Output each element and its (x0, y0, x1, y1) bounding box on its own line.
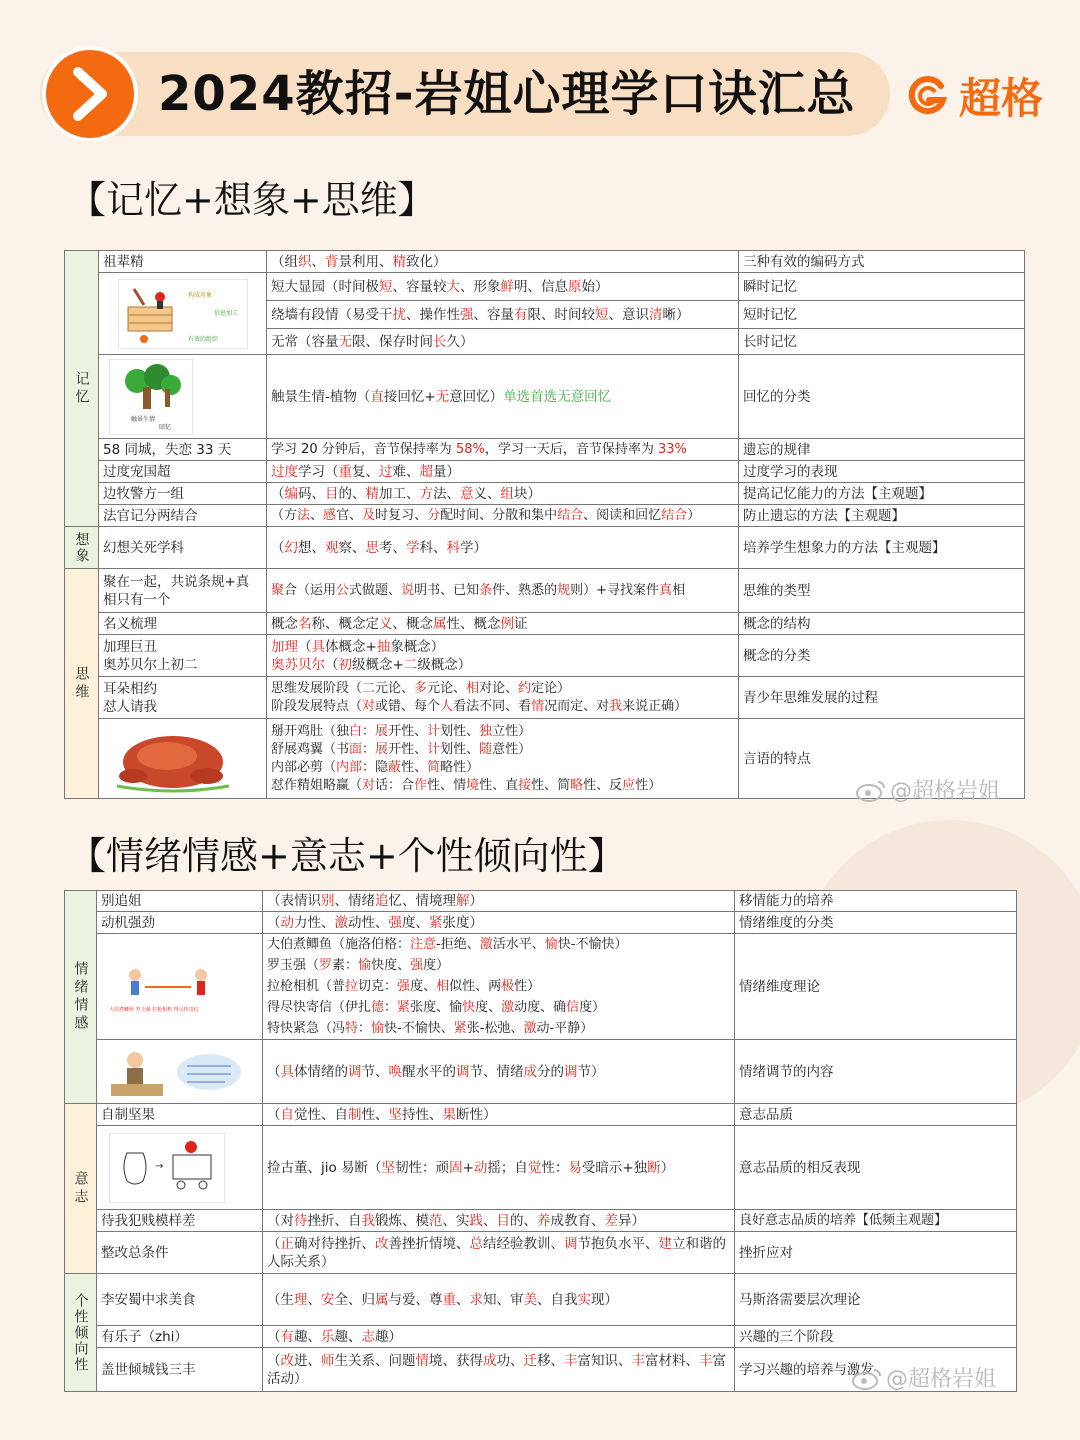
topic: 挫折应对 (735, 1232, 1017, 1274)
mnemonic: 耳朵相约 (103, 680, 157, 697)
brand-logo (905, 66, 1043, 126)
emotion-dimension-illustration (105, 957, 245, 1017)
content: 触景生情-植物（直接回忆+无意回忆）单选首选无意回忆 (267, 355, 739, 439)
memory-wall-illustration (118, 279, 248, 349)
content: 过度学习（重复、过难、超量） (267, 461, 739, 483)
section-title-emotion: 【情绪情感+意志+个性倾向性】 (68, 834, 626, 878)
content: （幻想、观察、思考、学科、科学） (267, 527, 739, 569)
category-imagination: 想象 (65, 527, 99, 569)
mnemonic: 过度宠国超 (99, 461, 267, 483)
svg-text:→: → (155, 1160, 164, 1172)
content: （正确对待挫折、改善挫折情境、总结经验教训、调节抱负水平、建立和谐的人际关系） (263, 1232, 735, 1274)
content: 加理（具体概念+抽象概念） 奥苏贝尔（初级概念+二级概念） (267, 635, 739, 677)
topic: 兴趣的三个阶段 (735, 1326, 1017, 1348)
topic: 马斯洛需要层次理论 (735, 1274, 1017, 1326)
svg-text:有效的组织: 有效的组织 (187, 335, 218, 343)
svg-text:信息加工: 信息加工 (213, 309, 238, 317)
content: （对待挫折、自我锻炼、模范、实践、目的、养成教育、差异） (263, 1210, 735, 1232)
antique-shopping-illustration (109, 1133, 225, 1203)
topic: 学习兴趣的培养与激发 (735, 1348, 1017, 1392)
mnemonic: 有乐子（zhi） (97, 1326, 263, 1348)
watermark-text: @超格岩姐 (890, 779, 1001, 804)
topic: 概念的结构 (739, 613, 1025, 635)
content: 思维发展阶段（二元论、多元论、相对论、约定论） 阶段发展特点（对或错、每个人看法不同、看情况而定、对我来说正确） (267, 677, 739, 719)
category-personality: 个性倾向性 (65, 1274, 97, 1392)
content: （生理、安全、归属与爱、尊重、求知、审美、自我实现） (263, 1274, 735, 1326)
content: 掰开鸡肚（独白：展开性、计划性、独立性） 舒展鸡翼（书面：展开性、计划性、随意性） 内部必剪（内部：隐蔽性、简略性） 怼作精姐略赢（对话：合作性、情境性、直接性、简略性、反应性） (267, 719, 739, 799)
watermark-text: @超格岩姐 (886, 1367, 997, 1392)
memory-imagination-thinking-table (64, 250, 1025, 799)
content: 聚合（运用公式做题、说明书、已知条件、熟悉的规则）+寻找案件真相 (267, 569, 739, 613)
content: （编码、目的、精加工、方法、意义、组块） (267, 483, 739, 505)
svg-text:构成对象: 构成对象 (187, 291, 212, 299)
topic: 良好意志品质的培养【低频主观题】 (735, 1210, 1017, 1232)
topic: 过度学习的表现 (739, 461, 1025, 483)
brand-name: 超格 (959, 74, 1044, 123)
watermark (856, 774, 1000, 805)
category-thinking: 思维 (65, 569, 99, 799)
topic: 意志品质的相反表现 (735, 1126, 1017, 1210)
topic: 回忆的分类 (739, 355, 1025, 439)
illustration-cell (97, 1040, 263, 1104)
content: 绕墙有段情（易受干扰、操作性强、容量有限、时间较短、意识清晰） (267, 301, 739, 329)
svg-text:触景生情: 触景生情 (131, 415, 156, 423)
illustration-cell (99, 719, 267, 799)
content: （有趣、乐趣、志趣） (263, 1326, 735, 1348)
mnemonic: 怼人请我 (103, 698, 157, 715)
svg-text:回忆: 回忆 (159, 423, 172, 431)
topic: 思维的类型 (739, 569, 1025, 613)
illustration-cell (99, 355, 267, 439)
content: （动力性、激动性、强度、紧张度） (263, 912, 735, 934)
roast-chicken-illustration (107, 724, 239, 794)
mnemonic: 58 同城，失恋 33 天 (99, 439, 267, 461)
illustration-cell (99, 273, 267, 355)
category-will: 意志 (65, 1104, 97, 1274)
mnemonic: 聚在一起，共说条规+真相只有一个 (99, 569, 267, 613)
content: 大伯煮鲫鱼（施洛伯格：注意-拒绝、激活水平、愉快-不愉快） 罗玉强（罗素：愉快度、强度） 拉枪相机（普拉切克：强度、相似性、两极性） 得尽快寄信（伊扎德：紧张度、愉快度、激动度、确信度） 特快紧急（冯特：愉快-不愉快、紧张-松弛、激动-平静） (263, 934, 735, 1040)
topic: 提高记忆能力的方法【主观题】 (739, 483, 1025, 505)
content: （组织、背景利用、精致化） (267, 251, 739, 273)
content: 概念名称、概念定义、概念属性、概念例证 (267, 613, 739, 635)
content: 学习 20 分钟后，音节保持率为 58%，学习一天后，音节保持率为 33% (267, 439, 739, 461)
content: 捡古董、jio 易断（坚韧性：顽固+动摇；自觉性：易受暗示+独断） (263, 1126, 735, 1210)
topic: 意志品质 (735, 1104, 1017, 1126)
category-emotion: 情绪情感 (65, 891, 97, 1104)
svg-text:大伯煮鲫鱼 罗玉强 拉枪相机 得尽快寄信: 大伯煮鲫鱼 罗玉强 拉枪相机 得尽快寄信 (109, 1006, 199, 1013)
topic: 概念的分类 (739, 635, 1025, 677)
mnemonic: 别追姐 (97, 891, 263, 912)
mnemonic: 名义梳理 (99, 613, 267, 635)
chevron-right-icon (70, 66, 110, 122)
content: （改进、师生关系、问题情境、获得成功、迁移、丰富知识、丰富材料、丰富活动） (263, 1348, 735, 1392)
content: 短大显园（时间极短、容量较大、形象鲜明、信息原始） (267, 273, 739, 301)
illustration-cell (97, 934, 263, 1040)
topic: 三种有效的编码方式 (739, 251, 1025, 273)
page-title: 2024教招-岩姐心理学口诀汇总 (158, 66, 856, 122)
mnemonic-pair (99, 677, 267, 719)
tree-illustration (109, 359, 193, 435)
topic: 培养学生想象力的方法【主观题】 (739, 527, 1025, 569)
topic: 瞬时记忆 (739, 273, 1025, 301)
topic: 遗忘的规律 (739, 439, 1025, 461)
mnemonic: 自制坚果 (97, 1104, 263, 1126)
category-memory: 记忆 (65, 251, 99, 527)
topic: 防止遗忘的方法【主观题】 (739, 505, 1025, 527)
mnemonic: 边牧警方一组 (99, 483, 267, 505)
mnemonic: 动机强劲 (97, 912, 263, 934)
mnemonic: 加理巨丑 (103, 638, 157, 655)
watermark (852, 1362, 996, 1393)
topic: 青少年思维发展的过程 (739, 677, 1025, 719)
topic: 情绪调节的内容 (735, 1040, 1017, 1104)
weibo-icon (852, 1366, 882, 1390)
section-title-memory: 【记忆+想象+思维】 (68, 178, 436, 222)
topic: 言语的特点 (739, 719, 1025, 799)
topic: 情绪维度的分类 (735, 912, 1017, 934)
mnemonic: 整改总条件 (97, 1232, 263, 1274)
weibo-icon (856, 778, 886, 802)
emotion-will-personality-table (64, 890, 1017, 1392)
mnemonic: 法官记分两结合 (99, 505, 267, 527)
mnemonic: 待我犯贱模样差 (97, 1210, 263, 1232)
mnemonic-pair (99, 635, 267, 677)
mnemonic: 祖辈精 (99, 251, 267, 273)
mnemonic: 奥苏贝尔上初二 (103, 656, 198, 673)
content: （方法、感官、及时复习、分配时间、分散和集中结合、阅读和回忆结合） (267, 505, 739, 527)
topic: 长时记忆 (739, 329, 1025, 355)
content: （具体情绪的调节、唤醒水平的调节、情绪成分的调节） (263, 1040, 735, 1104)
topic: 短时记忆 (739, 301, 1025, 329)
content: （表情识别、情绪追忆、情境理解） (263, 891, 735, 912)
emotion-regulation-illustration (105, 1044, 245, 1100)
arrow-badge (42, 46, 138, 142)
illustration-cell (97, 1126, 263, 1210)
content: 无常（容量无限、保存时间长久） (267, 329, 739, 355)
content: （自觉性、自制性、坚持性、果断性） (263, 1104, 735, 1126)
topic: 情绪维度理论 (735, 934, 1017, 1040)
brand-logo-icon (905, 74, 949, 118)
mnemonic: 李安蜀中求美食 (97, 1274, 263, 1326)
mnemonic: 盖世倾城钱三丰 (97, 1348, 263, 1392)
topic: 移情能力的培养 (735, 891, 1017, 912)
mnemonic: 幻想关死学科 (99, 527, 267, 569)
